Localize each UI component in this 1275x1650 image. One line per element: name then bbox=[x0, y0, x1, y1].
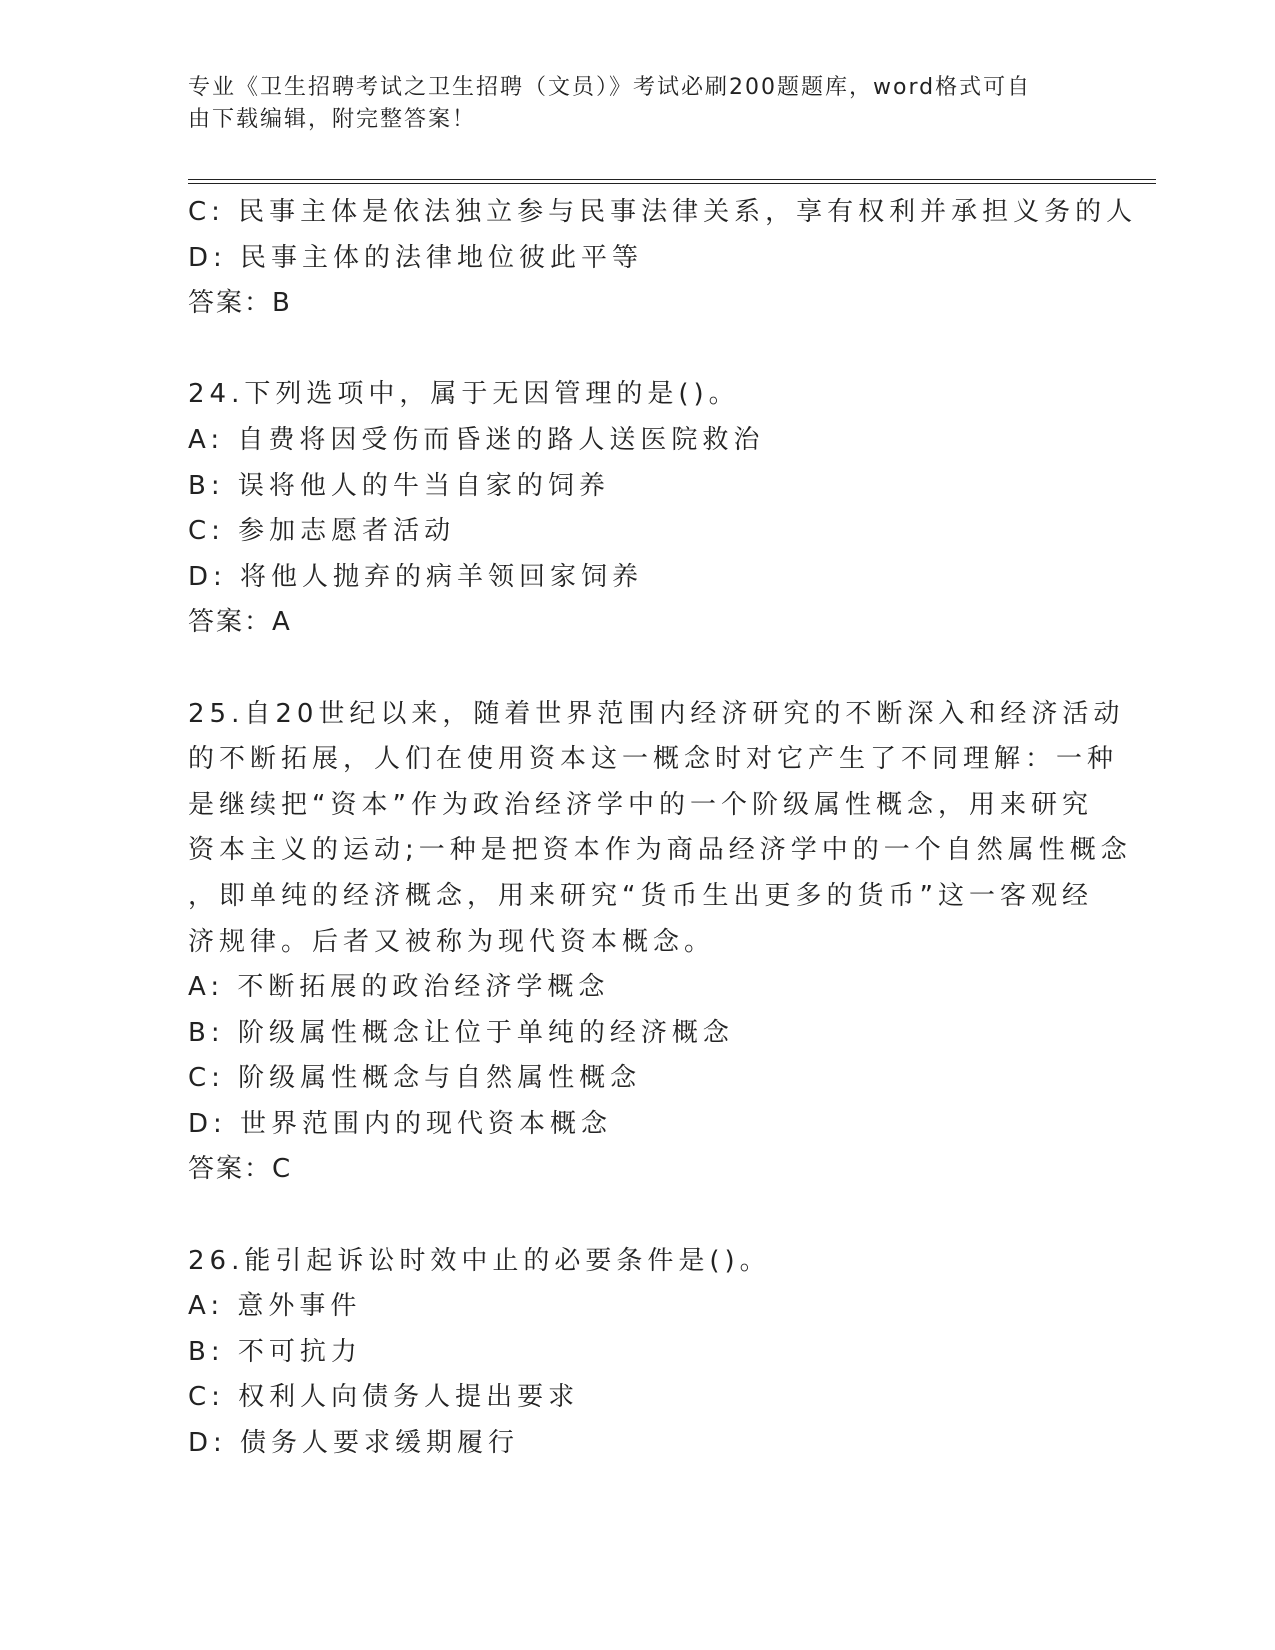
option-d: D: 民事主体的法律地位彼此平等 bbox=[188, 242, 644, 273]
spacer bbox=[188, 327, 1088, 373]
option-c: C: 权利人向债务人提出要求 bbox=[188, 1382, 580, 1413]
header-line-2: 由下载编辑，附完整答案！ bbox=[188, 107, 477, 132]
option-c: C: 民事主体是依法独立参与民事法律关系，享有权利并承担义务的人 bbox=[188, 197, 1138, 227]
question-26 bbox=[188, 1239, 1088, 1467]
option-b: B: 阶级属性概念让位于单纯的经济概念 bbox=[188, 1017, 734, 1048]
document-header bbox=[188, 72, 1088, 136]
header-divider-bottom bbox=[188, 183, 1156, 184]
answer: 答案：A bbox=[188, 607, 292, 638]
question-stem-line: 是继续把“资本”作为政治经济学中的一个阶级属性概念，用来研究 bbox=[188, 789, 1093, 820]
header-line-1: 专业《卫生招聘考试之卫生招聘（文员）》考试必刷200题题库，word格式可自 bbox=[188, 75, 1032, 100]
question-list bbox=[188, 190, 1138, 1467]
header-divider-top bbox=[188, 179, 1156, 180]
option-c: C: 阶级属性概念与自然属性概念 bbox=[188, 1063, 642, 1094]
question-23-continued bbox=[188, 190, 1138, 327]
spacer bbox=[188, 1193, 1088, 1239]
option-a: A: 自费将因受伤而昏迷的路人送医院救治 bbox=[188, 424, 765, 455]
question-stem-line: 资本主义的运动;一种是把资本作为商品经济学中的一个自然属性概念 bbox=[188, 835, 1132, 866]
option-b: B: 不可抗力 bbox=[188, 1336, 362, 1367]
question-24 bbox=[188, 372, 1088, 646]
answer: 答案：C bbox=[188, 1154, 293, 1185]
question-stem: 24.下列选项中，属于无因管理的是()。 bbox=[188, 379, 740, 410]
question-stem-line: 济规律。后者又被称为现代资本概念。 bbox=[188, 926, 716, 957]
option-d: D: 世界范围内的现代资本概念 bbox=[188, 1108, 613, 1139]
question-stem: 26.能引起诉讼时效中止的必要条件是()。 bbox=[188, 1245, 771, 1276]
question-stem-line: 25.自20世纪以来，随着世界范围内经济研究的不断深入和经济活动 bbox=[188, 698, 1125, 729]
option-b: B: 误将他人的牛当自家的饲养 bbox=[188, 470, 610, 501]
option-a: A: 意外事件 bbox=[188, 1291, 362, 1322]
question-stem-line: ，即单纯的经济概念，用来研究“货币生出更多的货币”这一客观经 bbox=[188, 880, 1093, 911]
option-d: D: 将他人抛弃的病羊领回家饲养 bbox=[188, 561, 644, 592]
option-d: D: 债务人要求缓期履行 bbox=[188, 1428, 520, 1459]
option-a: A: 不断拓展的政治经济学概念 bbox=[188, 972, 610, 1003]
spacer bbox=[188, 646, 1088, 692]
option-c: C: 参加志愿者活动 bbox=[188, 516, 456, 547]
question-25 bbox=[188, 692, 1132, 1194]
answer: 答案：B bbox=[188, 288, 292, 319]
question-stem-line: 的不断拓展，人们在使用资本这一概念时对它产生了不同理解：一种 bbox=[188, 744, 1119, 775]
